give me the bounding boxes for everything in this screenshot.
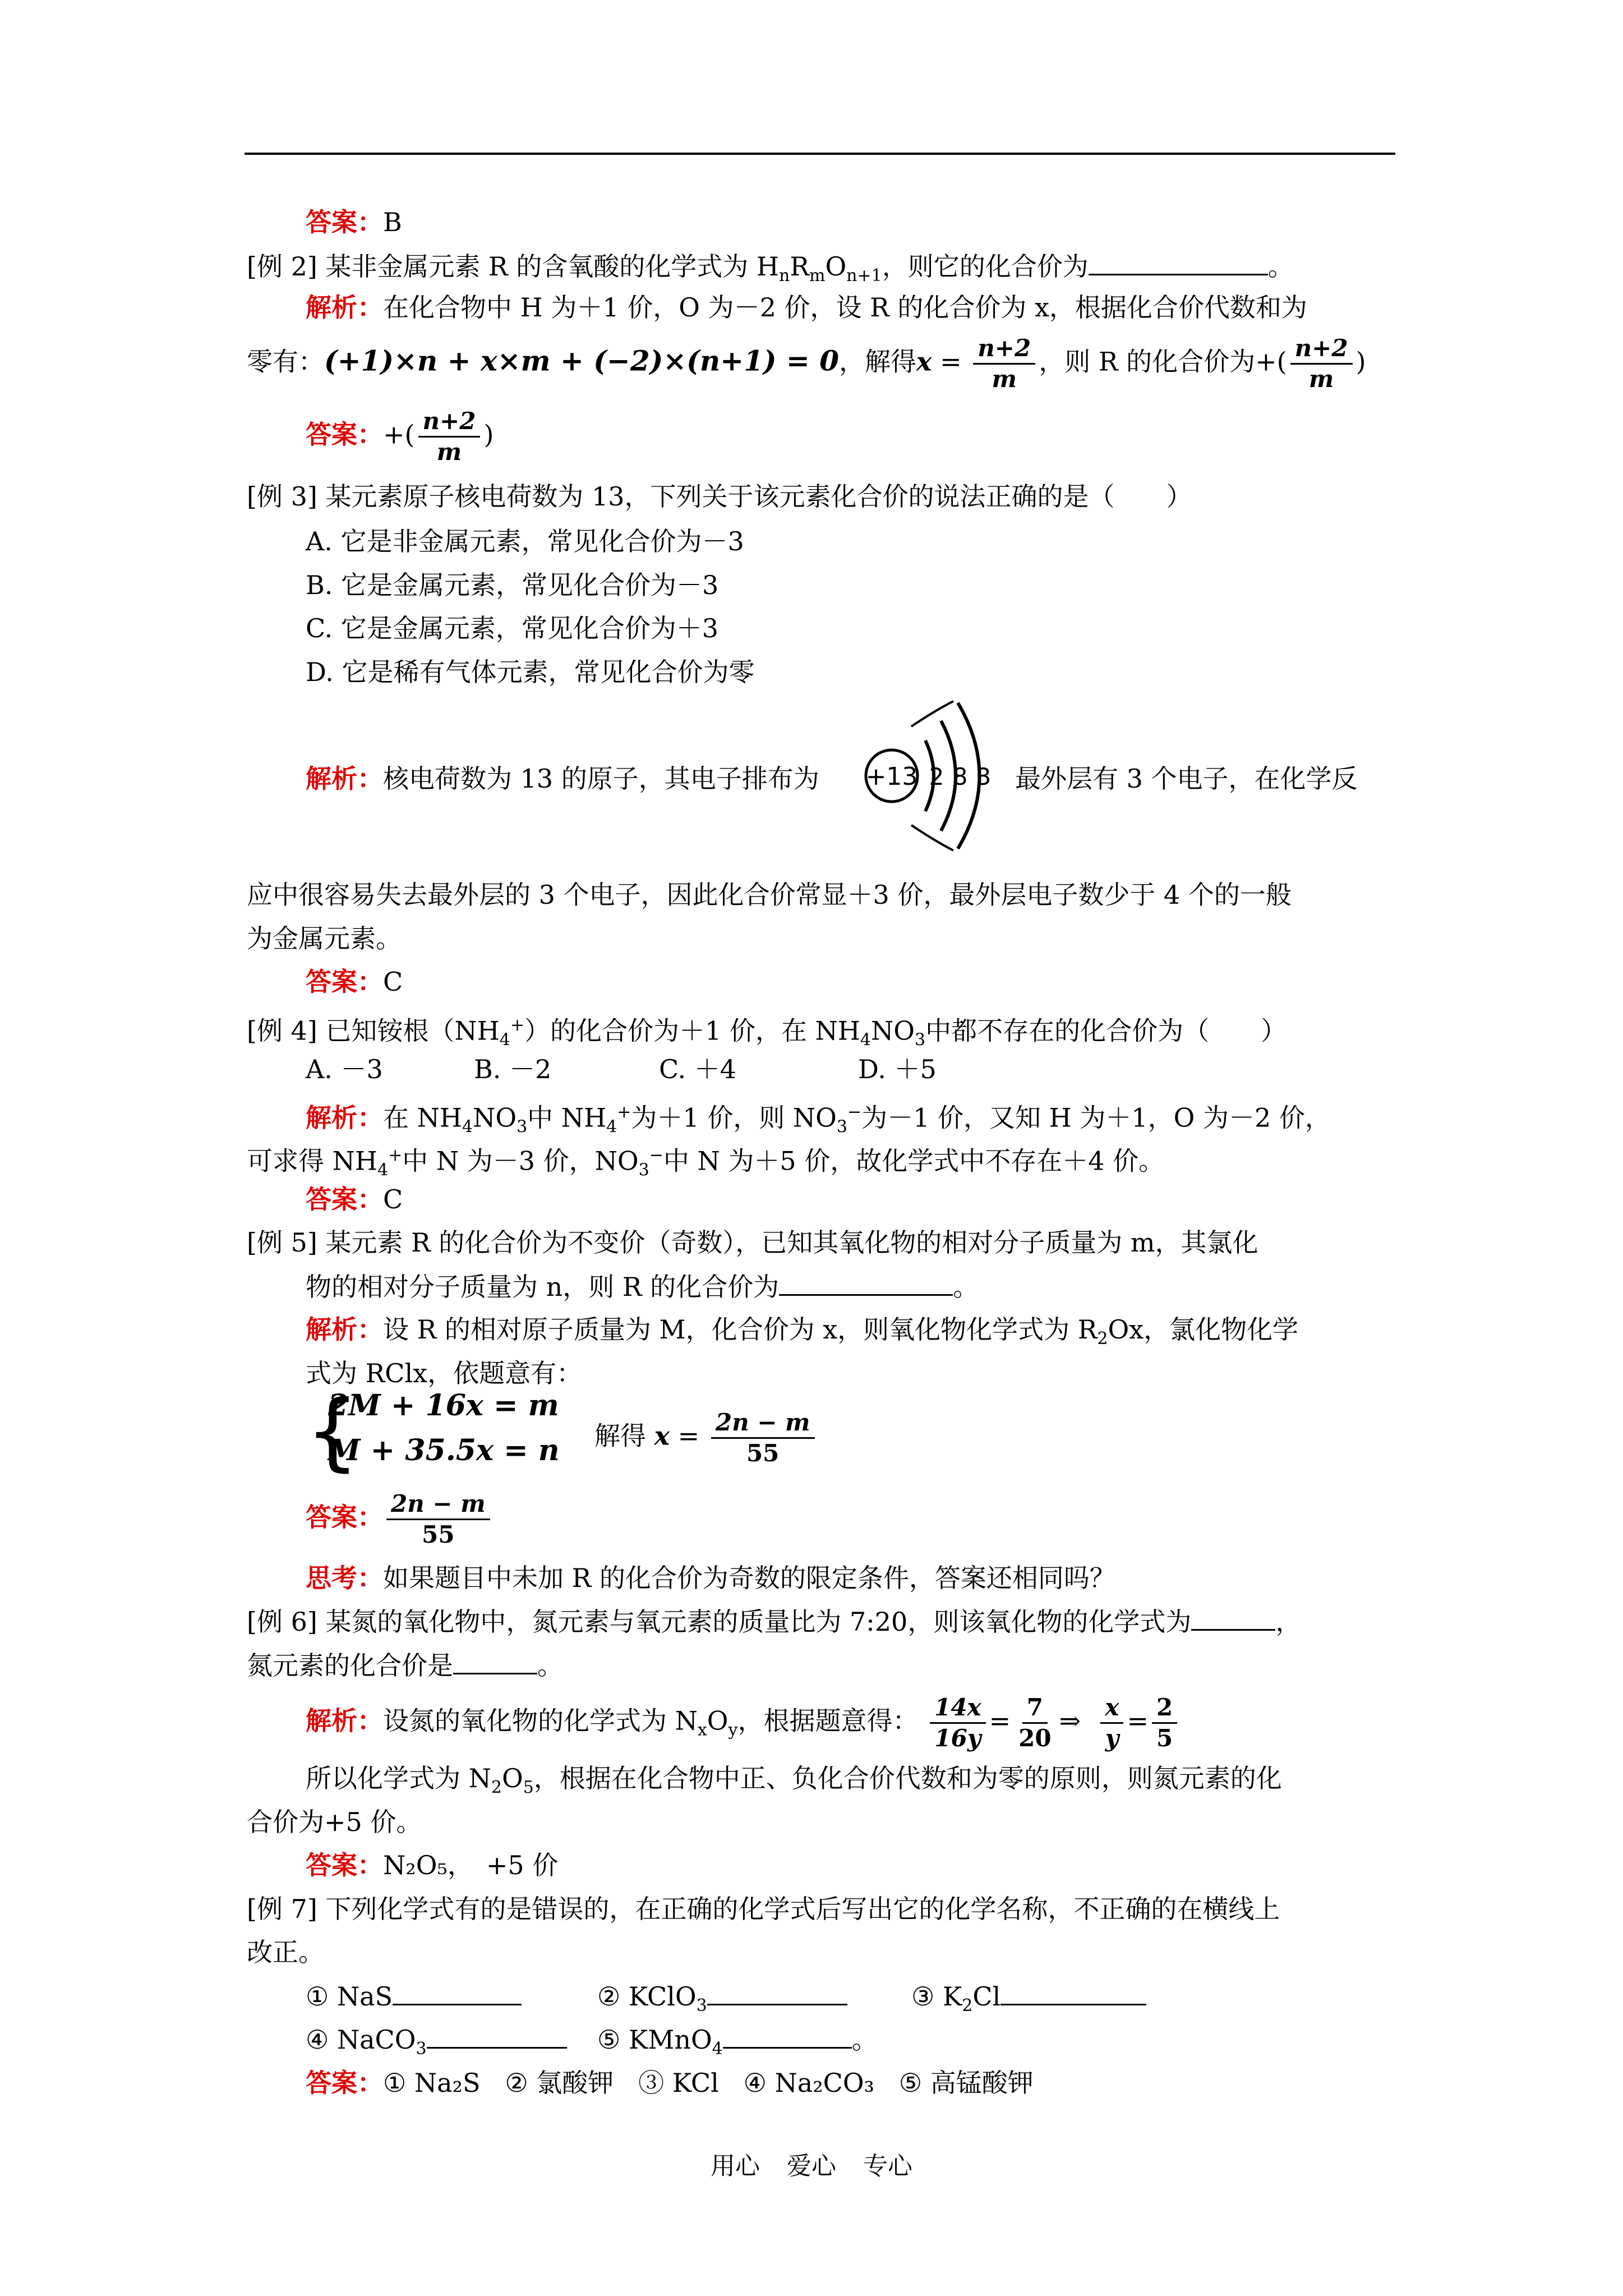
analysis-text: 核电荷数为 13 的原子，其电子排布为: [383, 763, 819, 794]
answer-line: [306, 205, 402, 239]
equation-2: M + 35.5x = n: [328, 1433, 560, 1467]
fraction: $\frac{2}{5}$: [1152, 1693, 1177, 1753]
example-5-question-2: 物的相对分子质量为 n，则 R 的化合价为 。: [306, 1269, 979, 1304]
example-4-analysis: 解析：在 $NH_4NO_3$中 $NH_4^+$为＋1 价，则 $NO_3^-$为－1 价，又知 H 为＋1，O 为－2 价，: [306, 1102, 1331, 1137]
example-2-question: [例 2] 某非金属元素 R 的含氧酸的化学式为 $H_nR_mO_{n+1}$，则它的化合价为 。: [247, 249, 1294, 293]
question-text: 。: [1267, 251, 1294, 282]
fraction: $\frac{n+2}{m}$: [973, 334, 1035, 394]
answer-value: N₂O₅， +5 价: [383, 1850, 559, 1880]
analysis-text: ，根据在化合物中正、负化合价代数和为零的原则，则氮元素的化: [533, 1763, 1282, 1793]
answer-item: ⑤ 高锰酸钾: [898, 2068, 1034, 2098]
option-b: B. 它是金属元素，常见化合价为－3: [306, 570, 719, 600]
example-5-analysis: 解析：设 R 的相对原子质量为 M，化合价为 x，则氧化物化学式为 $R_2Ox$，氯化物化学: [306, 1314, 1299, 1349]
analysis-label: 解析：: [306, 1705, 383, 1736]
question-text: [例 4] 已知铵根（NH: [247, 1015, 500, 1046]
analysis-text: 在化合物中 H 为＋1 价，O 为－2 价，设 R 的化合价为 x，根据化合价代数和为: [383, 292, 1307, 323]
analysis-text: ，解得: [839, 346, 917, 377]
analysis-label: 解析：: [306, 1314, 383, 1345]
answer-blank: [427, 2022, 567, 2049]
option-d: D. ＋5: [858, 1054, 937, 1084]
analysis-text: ，则 R 的化合价为: [1039, 346, 1256, 377]
footer-text: 爱心: [787, 2152, 836, 2180]
item-text: ⑤ KMnO: [597, 2024, 712, 2055]
item-1: [306, 1979, 597, 2013]
equation: (+1)×n + x×m + (−2)×(n+1) = 0: [324, 344, 840, 378]
analysis-text: 设氮的氧化物的化学式为 N: [383, 1705, 698, 1736]
page-footer: [0, 2146, 1623, 2182]
atom-structure-diagram: [858, 687, 1009, 861]
question-text: [例 2] 某非金属元素 R 的含氧酸的化学式为 H: [247, 251, 780, 282]
analysis-label: 解析：: [306, 1102, 383, 1133]
analysis-text: 解得: [594, 1420, 646, 1451]
fraction: $\frac{n+2}{m}$: [418, 407, 481, 467]
example-6-answer: [306, 1848, 558, 1882]
answer-label: 答案：: [306, 419, 383, 450]
analysis-text: 为－1 价，又知 H 为＋1，O 为－2 价，: [861, 1102, 1331, 1133]
question-text: 物的相对分子质量为 n，则 R 的化合价为: [306, 1272, 780, 1302]
item-text: ① NaS: [306, 1981, 393, 2012]
answer-value: C: [383, 967, 403, 997]
answer-blank: [453, 1648, 537, 1674]
fraction: $\frac{n+2}{m}$: [1290, 334, 1353, 394]
analysis-text: 所以化学式为 N: [306, 1763, 491, 1793]
example-3-question: [例 3] 某元素原子核电荷数为 13，下列关于该元素化合价的说法正确的是（ ）: [247, 481, 1192, 512]
example-6-analysis-2: 所以化学式为 $N_2O_5$，根据在化合物中正、负化合价代数和为零的原则，则氮元素的化: [306, 1763, 1282, 1798]
answer-value: C: [383, 1184, 403, 1214]
option-c: C. ＋4: [659, 1054, 737, 1084]
analysis-text: 中 NH: [527, 1102, 607, 1133]
example-7-answer: [306, 2066, 1034, 2100]
example-4-question: [例 4] 已知铵根$(NH_4^+)$的化合价为＋1 价，在 $NH_4NO_3$中都不存在的化合价为（ ）: [247, 1015, 1287, 1050]
header-rule: [245, 153, 1395, 155]
example-5-answer: [306, 1489, 494, 1549]
option-b: B. －2: [474, 1054, 552, 1084]
option-a: A. 它是非金属元素，常见化合价为－3: [306, 526, 744, 556]
equation-1: 2M + 16x = m: [328, 1388, 559, 1423]
answer-item: ③ KCl: [638, 2068, 719, 2098]
example-2-answer: 答案：+( $\frac{n+2}{m}$ ): [306, 407, 494, 466]
answer-label: 答案：: [306, 1502, 383, 1533]
analysis-text: 在 NH: [383, 1102, 462, 1133]
item-text: ② KClO: [597, 1981, 697, 2012]
example-6-analysis: 解析：设氮的氧化物的化学式为 $N_xO_y$，根据题意得： $\frac{14x}{16y}$ = $\frac{7}{20}$ ⇒ $\frac{x}{y}$ = $\frac{2}{5}$: [306, 1693, 1181, 1753]
footer-text: 用心: [711, 2152, 760, 2180]
item-text: ③ K: [911, 1981, 962, 2012]
think-label: 思考：: [306, 1563, 383, 1593]
analysis-text: 合价为+5 价。: [247, 1807, 422, 1837]
example-2-analysis: [306, 291, 1307, 324]
analysis-text: 式为 RClx，依题意有：: [306, 1358, 583, 1388]
shell-2-count: 8: [952, 763, 968, 790]
answer-item: ② 氯酸钾: [505, 2068, 614, 2098]
fraction: $\frac{14x}{16y}$: [930, 1693, 986, 1753]
answer-blank: [723, 2022, 852, 2049]
option-c: C. 它是金属元素，常见化合价为＋3: [306, 613, 719, 643]
example-7-question-2: 改正。: [247, 1937, 324, 1967]
think-line: [306, 1561, 1115, 1595]
fraction: $\frac{2n - m}{55}$: [386, 1489, 490, 1549]
item-3: ③ $K_2Cl$: [911, 1981, 1146, 2012]
analysis-text: Ox，氯化物化学: [1108, 1314, 1299, 1345]
question-text: ）的化合价为＋1 价，在 NH: [524, 1015, 860, 1046]
example-6-question-2: 氮元素的化合价是 。: [247, 1648, 563, 1682]
example-7-items-row-2: [306, 2022, 878, 2066]
answer-label: 答案：: [306, 1850, 383, 1880]
example-6-question: [例 6] 某氮的氧化物中，氮元素与氧元素的质量比为 7:20，则该氧化物的化学式为 ，: [247, 1604, 1301, 1639]
example-7-question: [例 7] 下列化学式有的是错误的，在正确的化学式后写出它的化学名称，不正确的在横线上: [247, 1894, 1280, 1924]
analysis-text: 为金属元素。: [247, 923, 402, 954]
example-4-analysis-2: 可求得 $NH_4^+$中 N 为－3 价，$NO_3^-$中 N 为＋5 价，故化学式中不存在＋4 价。: [247, 1145, 1165, 1180]
answer-blank: [1191, 1604, 1275, 1631]
analysis-text: 可求得 NH: [247, 1145, 377, 1176]
analysis-text-tail: 最外层有 3 个电子，在化学反: [1015, 763, 1358, 794]
question-text: ，则它的化合价为: [882, 251, 1089, 282]
option-a: A. －3: [306, 1054, 383, 1084]
shell-3-count: 3: [976, 763, 992, 790]
item-4: ④ NaCO$_3$: [306, 2022, 597, 2066]
answer-label: 答案：: [306, 2068, 383, 2098]
answer-blank: [393, 1979, 522, 2005]
analysis-label: 解析：: [306, 292, 383, 323]
answer-item: ① Na₂S: [383, 2068, 481, 2098]
example-4-options: [306, 1052, 937, 1086]
analysis-text: 零有：: [247, 346, 324, 377]
analysis-text: 中 N 为＋5 价，故化学式中不存在＋4 价。: [663, 1145, 1165, 1176]
fraction: $\frac{x}{y}$: [1100, 1693, 1123, 1753]
answer-label: 答案：: [306, 207, 383, 237]
example-2-equation-line: 零有：(+1)×n + x×m + (−2)×(n+1) = 0，解得x = $\frac{n+2}{m}$ ，则 R 的化合价为+( $\frac{n+2}{m}$ ): [247, 334, 1366, 393]
item-text: ④ NaCO: [306, 2024, 416, 2055]
fraction: $\frac{2n - m}{55}$: [711, 1408, 815, 1468]
answer-blank: [1000, 1979, 1146, 2005]
fraction: $\frac{7}{20}$: [1018, 1694, 1052, 1752]
answer-blank: [707, 1979, 847, 2005]
question-text: 氮元素的化合价是: [247, 1650, 453, 1681]
shell-1-count: 2: [929, 763, 944, 790]
answer-value: B: [383, 207, 402, 237]
example-4-answer: [306, 1182, 403, 1216]
analysis-text: 应中很容易失去最外层的 3 个电子，因此化合价常显＋3 价，最外层电子数少于 4 个的一般: [247, 880, 1292, 910]
nucleus-label: +13: [865, 762, 918, 791]
example-7-items-row-1: [306, 1979, 1146, 2023]
think-text: 如果题目中未加 R 的化合价为奇数的限定条件，答案还相同吗？: [383, 1563, 1115, 1593]
footer-text: 专心: [863, 2152, 912, 2180]
analysis-text: 中 N 为－3 价，NO: [402, 1145, 639, 1176]
answer-label: 答案：: [306, 967, 383, 997]
example-5-question: [例 5] 某元素 R 的化合价为不变价（奇数），已知其氧化物的相对分子质量为 m，其氯化: [247, 1227, 1258, 1258]
answer-blank: [1089, 249, 1268, 275]
item-2: ② KClO$_3$: [597, 1979, 911, 2023]
answer-blank: [779, 1269, 953, 1296]
analysis-text: 为＋1 价，则 NO: [631, 1102, 837, 1133]
answer-item: ④ Na₂CO₃: [743, 2068, 874, 2098]
example-3-answer: [306, 965, 403, 999]
solution-line: 解得 x = $\frac{2n - m}{55}$: [594, 1408, 818, 1468]
question-text: 中都不存在的化合价为（ ）: [925, 1015, 1287, 1046]
analysis-label: 解析：: [306, 763, 383, 794]
example-3-analysis: [306, 762, 819, 795]
analysis-text: 设 R 的相对原子质量为 M，化合价为 x，则氧化物化学式为 R: [383, 1314, 1098, 1345]
question-text: [例 6] 某氮的氧化物中，氮元素与氧元素的质量比为 7:20，则该氧化物的化学式为: [247, 1607, 1192, 1637]
answer-label: 答案：: [306, 1184, 383, 1214]
analysis-text: ，根据题意得：: [737, 1705, 919, 1736]
item-5: ⑤ KMnO$_4$ 。: [597, 2024, 878, 2055]
option-d: D. 它是稀有气体元素，常见化合价为零: [306, 657, 755, 687]
